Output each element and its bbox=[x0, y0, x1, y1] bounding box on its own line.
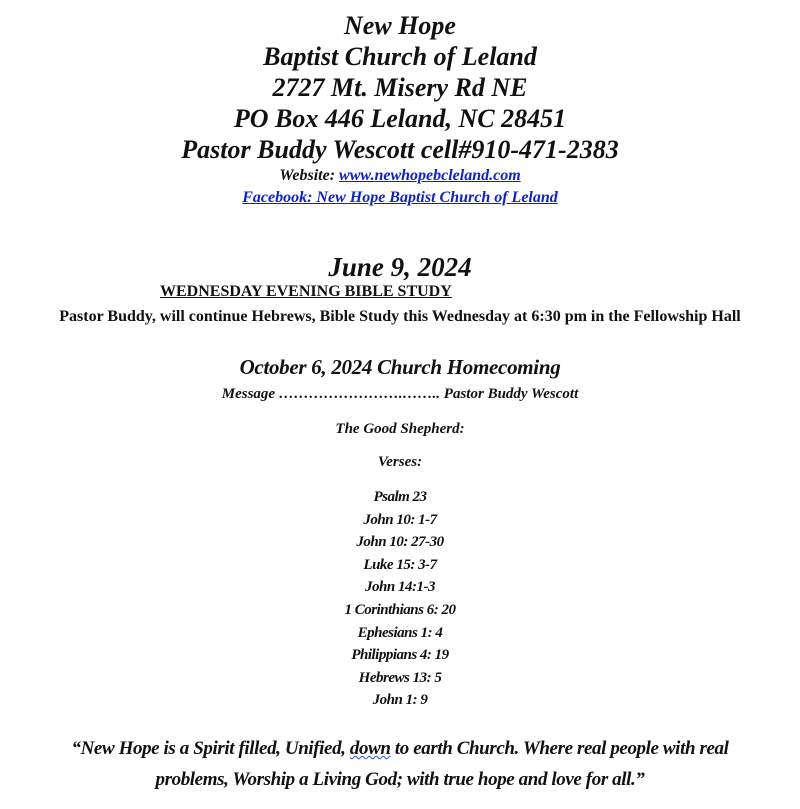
quote-down-word: down bbox=[349, 738, 391, 759]
website-line bbox=[0, 165, 800, 187]
verse-item: John 10: 27-30 bbox=[356, 534, 444, 551]
website-link[interactable]: www.newhopebcleland.com bbox=[339, 167, 521, 184]
wednesday-text-body: Pastor Buddy, will continue Hebrews, Bible Study this Wednesday at 6:30 pm in the Fellowship Hall bbox=[59, 308, 741, 325]
quote-line1 bbox=[0, 733, 800, 764]
facebook-line bbox=[0, 187, 800, 209]
message-line: Message …………………….…….. Pastor Buddy Wescott bbox=[221, 386, 579, 402]
verse-item: John 14:1-3 bbox=[365, 579, 435, 596]
church-name-line1: New Hope bbox=[344, 11, 456, 40]
bulletin-date: June 9, 2024 bbox=[328, 252, 472, 282]
verse-item: Ephesians 1: 4 bbox=[357, 624, 443, 641]
verse-item: 1 Corinthians 6: 20 bbox=[344, 601, 456, 618]
church-header bbox=[0, 10, 800, 209]
verse-item: Hebrews 13: 5 bbox=[358, 669, 442, 686]
quote-part2: to earth Church. Where real people with real bbox=[390, 738, 729, 759]
verse-item: John 10: 1-7 bbox=[363, 511, 437, 528]
homecoming-announcement: October 6, 2024 Church Homecoming bbox=[239, 355, 561, 379]
verses-label: Verses: bbox=[377, 454, 423, 470]
quote-part1: “New Hope is a Spirit filled, Unified, bbox=[71, 738, 350, 759]
verse-item: Luke 15: 3-7 bbox=[363, 556, 437, 573]
wednesday-heading: WEDNESDAY EVENING BIBLE STUDY bbox=[160, 283, 452, 300]
mission-quote bbox=[0, 733, 800, 795]
website-label: Website: bbox=[279, 167, 336, 184]
wednesday-text bbox=[0, 305, 800, 329]
quote-line2: problems, Worship a Living God; with true hope and love for all.” bbox=[155, 769, 645, 790]
verse-list bbox=[0, 486, 800, 712]
verse-item: Philippians 4: 19 bbox=[351, 647, 449, 664]
facebook-link[interactable]: Facebook: New Hope Baptist Church of Leland bbox=[242, 189, 558, 206]
verse-item: Psalm 23 bbox=[373, 489, 427, 505]
sermon-title: The Good Shepherd: bbox=[335, 421, 465, 437]
church-po-box: PO Box 446 Leland, NC 28451 bbox=[233, 104, 567, 133]
church-address: 2727 Mt. Misery Rd NE bbox=[272, 73, 528, 102]
church-name-line2: Baptist Church of Leland bbox=[263, 42, 537, 71]
pastor-contact: Pastor Buddy Wescott cell#910-471-2383 bbox=[181, 135, 619, 164]
verse-item: John 1: 9 bbox=[372, 692, 428, 709]
